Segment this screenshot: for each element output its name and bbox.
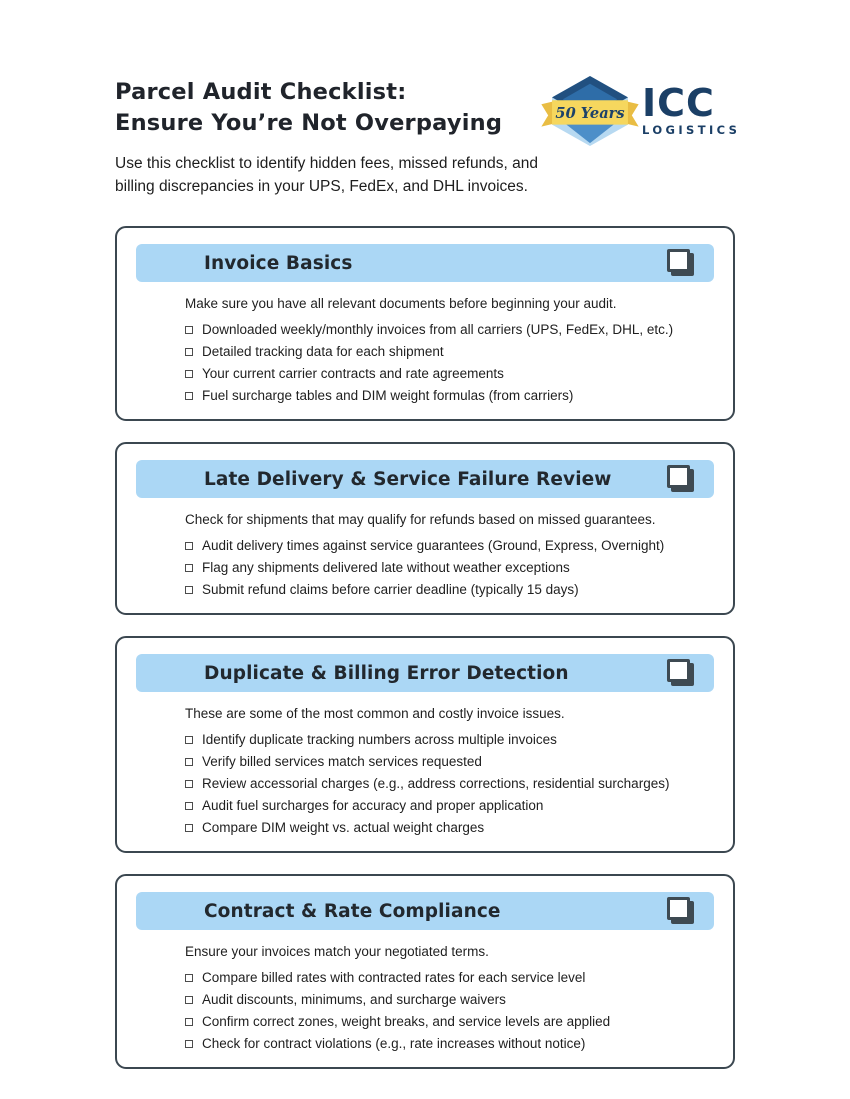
item-label: Review accessorial charges (e.g., address corrections, residential surcharges) [202, 776, 670, 791]
page-title [115, 77, 540, 139]
section-title: Invoice Basics [204, 252, 353, 274]
item-label: Verify billed services match services requested [202, 754, 482, 769]
section-card-late-delivery [115, 442, 735, 615]
checklist-item [185, 777, 714, 790]
section-intro: Ensure your invoices match your negotiated terms. [185, 944, 489, 959]
item-label: Check for contract violations (e.g., rate increases without notice) [202, 1036, 586, 1051]
section-body [136, 510, 714, 596]
section-body [136, 942, 714, 1050]
checklist-item [185, 367, 714, 380]
page-title-line2: Ensure You’re Not Overpaying [115, 110, 503, 136]
checklist-item [185, 821, 714, 834]
item-label: Detailed tracking data for each shipment [202, 344, 444, 359]
item-label: Identify duplicate tracking numbers across multiple invoices [202, 732, 557, 747]
item-checkbox-icon [185, 1018, 193, 1026]
checklist-item [185, 345, 714, 358]
checklist-item [185, 1015, 714, 1028]
item-checkbox-icon [185, 392, 193, 400]
item-checkbox-icon [185, 996, 193, 1004]
item-checkbox-icon [185, 326, 193, 334]
title-block [115, 77, 540, 198]
section-intro: Make sure you have all relevant documents before beginning your audit. [185, 296, 617, 311]
checkbox-icon [667, 659, 690, 682]
item-checkbox-icon [185, 824, 193, 832]
section-intro: Check for shipments that may qualify for refunds based on missed guarantees. [185, 512, 656, 527]
section-card-invoice-basics [115, 226, 735, 421]
section-title: Contract & Rate Compliance [204, 900, 501, 922]
logo-box-icon [540, 75, 640, 147]
section-title: Duplicate & Billing Error Detection [204, 662, 569, 684]
logo-brand-text: ICC [642, 81, 715, 125]
item-checkbox-icon [185, 802, 193, 810]
item-checkbox-icon [185, 1040, 193, 1048]
section-body [136, 704, 714, 834]
checklist-item [185, 799, 714, 812]
logo-badge-text: 50 Years [555, 104, 625, 122]
section-header-bar [136, 654, 714, 692]
checklist-item [185, 583, 714, 596]
checklist-item [185, 323, 714, 336]
checklist-item [185, 755, 714, 768]
checkbox-icon [667, 897, 690, 920]
checkbox-icon [667, 249, 690, 272]
item-checkbox-icon [185, 780, 193, 788]
icc-logistics-logo [540, 75, 740, 147]
page-subtitle: Use this checklist to identify hidden fees, missed refunds, and billing discrepancies in your UPS, FedEx, and DHL invoices. [115, 155, 539, 195]
item-checkbox-icon [185, 758, 193, 766]
item-label: Fuel surcharge tables and DIM weight formulas (from carriers) [202, 388, 574, 403]
checkbox-icon [667, 465, 690, 488]
item-label: Downloaded weekly/monthly invoices from all carriers (UPS, FedEx, DHL, etc.) [202, 322, 674, 337]
logo-wordmark [642, 81, 741, 137]
section-header-bar [136, 892, 714, 930]
checklist-item [185, 993, 714, 1006]
item-label: Compare billed rates with contracted rates for each service level [202, 970, 586, 985]
item-checkbox-icon [185, 974, 193, 982]
document-header [115, 77, 741, 198]
item-label: Flag any shipments delivered late without weather exceptions [202, 560, 570, 575]
item-label: Audit fuel surcharges for accuracy and proper application [202, 798, 544, 813]
section-title: Late Delivery & Service Failure Review [204, 468, 612, 490]
item-label: Submit refund claims before carrier deadline (typically 15 days) [202, 582, 579, 597]
item-checkbox-icon [185, 542, 193, 550]
section-header-bar [136, 460, 714, 498]
item-checkbox-icon [185, 370, 193, 378]
checklist-item [185, 733, 714, 746]
item-label: Audit discounts, minimums, and surcharge waivers [202, 992, 506, 1007]
checklist-item [185, 971, 714, 984]
item-checkbox-icon [185, 586, 193, 594]
item-label: Confirm correct zones, weight breaks, and service levels are applied [202, 1014, 611, 1029]
item-label: Compare DIM weight vs. actual weight charges [202, 820, 485, 835]
page-title-line1: Parcel Audit Checklist: [115, 79, 407, 105]
item-checkbox-icon [185, 348, 193, 356]
section-intro: These are some of the most common and costly invoice issues. [185, 706, 565, 721]
item-label: Your current carrier contracts and rate agreements [202, 366, 504, 381]
section-header-bar [136, 244, 714, 282]
item-checkbox-icon [185, 736, 193, 744]
item-checkbox-icon [185, 564, 193, 572]
section-body [136, 294, 714, 402]
checklist-item [185, 1037, 714, 1050]
item-label: Audit delivery times against service guarantees (Ground, Express, Overnight) [202, 538, 665, 553]
checklist-item [185, 561, 714, 574]
checklist-item [185, 389, 714, 402]
logo-brand-subtext: LOGISTICS [642, 123, 741, 137]
checklist-item [185, 539, 714, 552]
section-card-duplicate-billing [115, 636, 735, 853]
section-card-contract-rate [115, 874, 735, 1069]
